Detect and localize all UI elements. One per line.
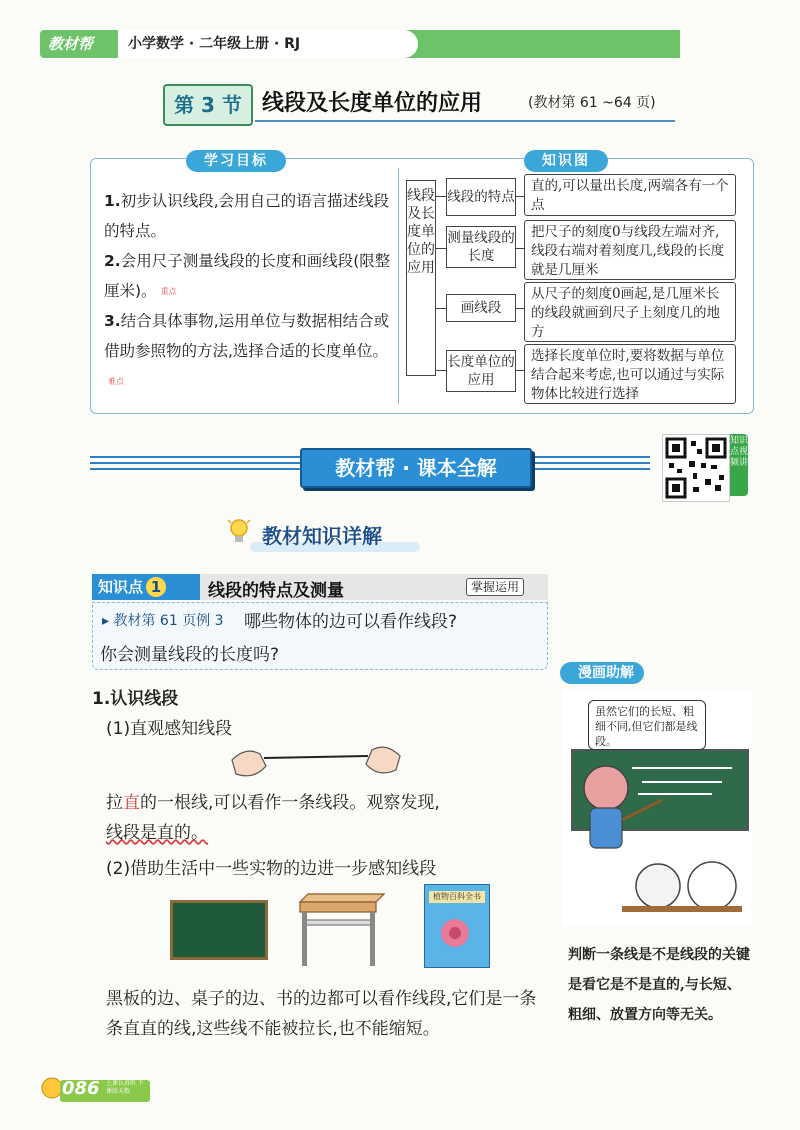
map-connector bbox=[516, 248, 524, 249]
goal-text: 会用尺子测量线段的长度和画线段(限整厘米)。 bbox=[104, 252, 391, 300]
goal-number: 3. bbox=[104, 312, 121, 330]
subsection-title: 教材知识详解 bbox=[262, 524, 382, 548]
map-branch-desc: 把尺子的刻度0与线段左端对齐,线段右端对着刻度几,线段的长度就是几厘米 bbox=[524, 220, 736, 280]
goal-text: 结合具体事物,运用单位与数据相结合或借助参照物的方法,选择合适的长度单位。 bbox=[104, 312, 390, 360]
map-connector bbox=[516, 308, 524, 309]
step-2: (2)借助生活中一些实物的边进一步感知线段 bbox=[106, 859, 437, 879]
map-branch-name: 画线段 bbox=[446, 294, 516, 322]
key-point-tag: 重点 bbox=[160, 286, 177, 296]
box-divider bbox=[398, 168, 399, 404]
goal-item bbox=[104, 186, 394, 246]
goal-text: 初步认识线段,会用自己的语言描述线段的特点。 bbox=[104, 192, 390, 240]
speech-bubble: 虽然它们的长短、粗细不同,但它们都是线段。 bbox=[588, 700, 706, 750]
map-connector bbox=[436, 308, 446, 309]
qr-tab: 知识点视频讲 bbox=[730, 434, 748, 496]
example-reference: ▸ 教材第 61 页例 3 bbox=[102, 613, 224, 629]
brand-logo: 教材帮 bbox=[48, 35, 94, 53]
goal-item bbox=[104, 306, 394, 397]
step-1: (1)直观感知线段 bbox=[106, 719, 233, 739]
goals-label: 学习目标 bbox=[186, 150, 286, 172]
knowledge-point-title: 线段的特点及测量 bbox=[208, 581, 344, 601]
section-number: 第 3 节 bbox=[163, 84, 253, 126]
knowledge-map-label: 知识图 bbox=[524, 150, 608, 172]
knowledge-point-label: 知识点 1 bbox=[92, 574, 200, 600]
map-branch-name: 测量线段的长度 bbox=[446, 226, 516, 268]
goal-item bbox=[104, 246, 394, 307]
qr-code-icon bbox=[663, 435, 729, 501]
difficult-point-tag: 难点 bbox=[108, 376, 124, 386]
example-question-2: 你会测量线段的长度吗? bbox=[100, 645, 280, 665]
textbook-banner: 教材帮 · 课本全解 bbox=[300, 448, 532, 488]
header-subtitle: 小学数学 · 二年级上册 · RJ bbox=[128, 36, 301, 52]
knowledge-point-number: 1 bbox=[146, 577, 166, 597]
stretched-string-illustration bbox=[226, 736, 406, 786]
comic-explanation: 判断一条线是不是线段的关键是看它是不是直的,与长短、粗细、放置方向等无关。 bbox=[568, 947, 750, 1023]
lightbulb-icon bbox=[226, 516, 252, 546]
map-branch-desc: 直的,可以量出长度,两端各有一个点 bbox=[524, 174, 736, 216]
comic-label: 漫画助解 bbox=[560, 662, 644, 684]
qr-code[interactable] bbox=[662, 434, 730, 502]
map-branch-desc: 选择长度单位时,要将数据与单位结合起来考虑,也可以通过与实际物体比较进行选择 bbox=[524, 344, 736, 404]
map-connector bbox=[436, 370, 446, 371]
map-branch-desc: 从尺子的刻度0画起,是几厘米长的线段就画到尺子上刻度几的地方 bbox=[524, 282, 736, 342]
blackboard-illustration bbox=[170, 900, 268, 960]
book-title: 植物百科全书 bbox=[429, 891, 485, 903]
map-branch-name: 线段的特点 bbox=[446, 178, 516, 216]
key-conclusion: 线段是直的。 bbox=[106, 823, 208, 843]
goal-number: 1. bbox=[104, 192, 121, 210]
map-connector bbox=[436, 248, 446, 249]
paragraph-1: 拉直的一根线,可以看作一条线段。观察发现, 线段是直的。 bbox=[106, 793, 440, 843]
map-connector bbox=[516, 196, 524, 197]
content-heading: 1.认识线段 bbox=[92, 689, 179, 709]
book-illustration bbox=[424, 884, 490, 968]
paragraph-2: 黑板的边、桌子的边、书的边都可以看作线段,它们是一条条直直的线,这些线不能被拉长,也不能缩短。 bbox=[106, 989, 537, 1039]
footer-tagline: 上课认真听 下课练天数 bbox=[106, 1080, 144, 1095]
page-number: 086 bbox=[62, 1078, 100, 1099]
goal-number: 2. bbox=[104, 252, 121, 270]
desk-illustration bbox=[294, 892, 386, 966]
section-title: 线段及长度单位的应用 bbox=[262, 91, 483, 116]
mastery-badge: 掌握运用 bbox=[466, 578, 524, 596]
example-question: 哪些物体的边可以看作线段? bbox=[244, 612, 458, 632]
section-pages: (教材第 61 ~64 页) bbox=[528, 95, 656, 111]
map-connector bbox=[436, 196, 446, 197]
highlight-straight: 直 bbox=[123, 793, 140, 813]
knowledge-map-root: 线段及长度单位的应用 bbox=[406, 180, 436, 376]
map-connector bbox=[516, 370, 524, 371]
section-underline bbox=[255, 120, 675, 122]
map-branch-name: 长度单位的应用 bbox=[446, 350, 516, 392]
flower-icon bbox=[425, 909, 485, 959]
